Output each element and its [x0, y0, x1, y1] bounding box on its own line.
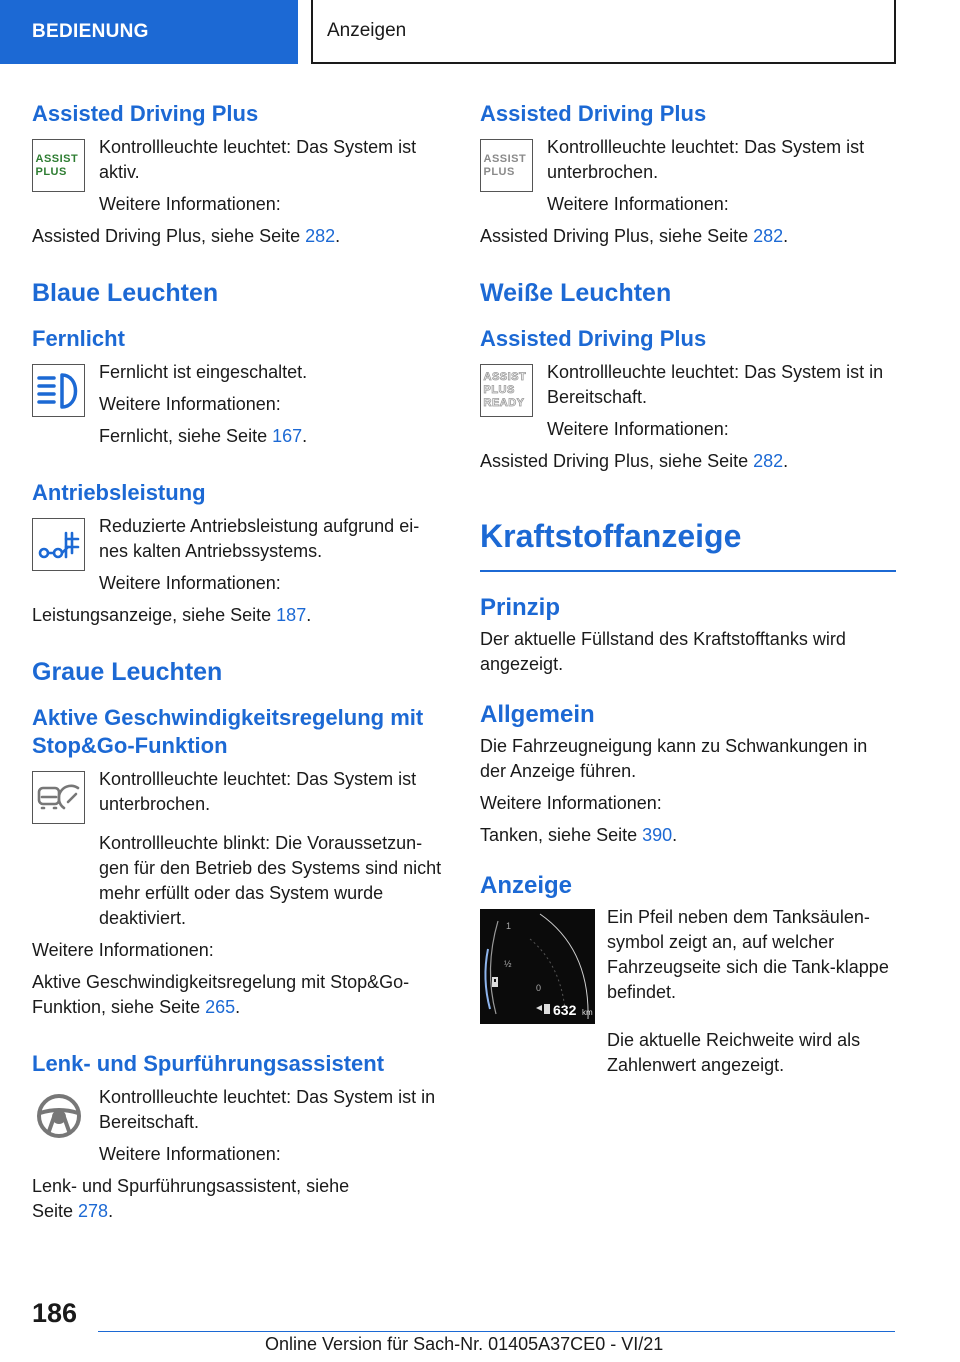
- display-text-1: Ein Pfeil neben dem Tanksäulen-symbol zeigt an, auf welcher Fahrzeugseite sich die Tank-klappe befindet.: [607, 907, 889, 1002]
- display-heading: Anzeige: [480, 872, 573, 899]
- general-text: Die Fahrzeugneigung kann zu Schwankungen in der Anzeige führen.: [480, 736, 868, 781]
- assisted-more-2: Weitere Informationen:: [547, 194, 729, 214]
- right-column: [480, 100, 896, 1078]
- page-link[interactable]: 282: [753, 226, 784, 246]
- left-column: [32, 100, 448, 1224]
- page-link[interactable]: 187: [276, 605, 307, 625]
- assisted-ready-more: Weitere Informationen:: [547, 419, 729, 439]
- page-link[interactable]: 278: [78, 1201, 109, 1221]
- principle-text: Der aktuelle Füllstand des Kraftstofftanks wird angezeigt.: [480, 629, 846, 674]
- high-beam-ref: Fernlicht, siehe Seite 167.: [99, 426, 308, 446]
- gauge-range-value: 632: [553, 1002, 577, 1018]
- assisted-more: Weitere Informationen:: [99, 194, 281, 214]
- page-link[interactable]: 167: [272, 426, 303, 446]
- drivetrain-icon: [32, 518, 85, 571]
- assisted-ready-entry: [480, 360, 896, 442]
- footer-online-version: Online Version für Sach-Nr. 01405A37CE0 - VI/21: [265, 1334, 664, 1354]
- high-beam-icon: [32, 364, 85, 417]
- display-text-2: Die aktuelle Reichweite wird als Zahlenwert angezeigt.: [607, 1030, 861, 1075]
- acc-heading: Aktive Geschwindigkeitsregelung mit Stop&Go-Funktion: [32, 705, 424, 758]
- page-number: 186: [32, 1298, 78, 1328]
- acc-status: Kontrollleuchte leuchtet: Das System ist unterbrochen.: [99, 769, 417, 814]
- assisted-ready-heading: Assisted Driving Plus: [480, 326, 707, 351]
- steer-status: Kontrollleuchte leuchtet: Das System ist in Bereitschaft.: [99, 1087, 436, 1132]
- assist-plus-ready-icon: ASSIST PLUS READY: [480, 364, 533, 417]
- gauge-mark-half: ½: [504, 959, 512, 969]
- steer-more: Weitere Informationen:: [99, 1144, 281, 1164]
- page-link[interactable]: 390: [642, 825, 673, 845]
- assisted-ready-status: Kontrollleuchte leuchtet: Das System ist in Bereitschaft.: [547, 362, 884, 407]
- principle-heading: Prinzip: [480, 594, 561, 621]
- power-more: Weitere Informationen:: [99, 573, 281, 593]
- assisted-ref: Assisted Driving Plus, siehe Seite 282.: [32, 226, 341, 246]
- gauge-mark-full: 1: [506, 921, 512, 931]
- assist-plus-icon: ASSIST PLUS: [32, 139, 85, 192]
- steer-heading: Lenk- und Spurführungsassistent: [32, 1051, 385, 1076]
- assisted-ref-2: Assisted Driving Plus, siehe Seite 282.: [480, 226, 789, 246]
- high-beam-entry: [32, 360, 448, 449]
- display-entry: [480, 905, 896, 1024]
- gauge-range-unit: km: [582, 1008, 593, 1017]
- page-link[interactable]: 282: [753, 451, 784, 471]
- assisted-status-2: Kontrollleuchte leuchtet: Das System ist unterbrochen.: [547, 137, 865, 182]
- assisted-heading: Assisted Driving Plus: [32, 101, 259, 126]
- assist-plus-grey-icon: ASSIST PLUS: [480, 139, 533, 192]
- page-link[interactable]: 265: [205, 997, 236, 1017]
- steer-entry: [32, 1085, 448, 1167]
- assisted-heading-2: Assisted Driving Plus: [480, 101, 707, 126]
- page-header: [311, 0, 896, 64]
- acc-entry: [32, 767, 448, 824]
- footer-rule: [98, 1331, 895, 1332]
- acc-blink: Kontrollleuchte blinkt: Die Voraussetzun-gen für den Betrieb des Systems sind nicht mehr erfüllt oder das System wurde deaktiviert.: [99, 833, 442, 928]
- section-label: BEDIENUNG: [32, 21, 149, 42]
- assisted-entry: [32, 135, 448, 217]
- page-header-title: Anzeigen: [327, 20, 407, 41]
- assisted-status: Kontrollleuchte leuchtet: Das System ist aktiv.: [99, 137, 417, 182]
- steering-wheel-icon: [32, 1089, 85, 1142]
- assisted-entry-2: [480, 135, 896, 217]
- cruise-control-icon: [32, 771, 85, 824]
- power-ref: Leistungsanzeige, siehe Seite 187.: [32, 605, 312, 625]
- high-beam-status: Fernlicht ist eingeschaltet.: [99, 362, 308, 382]
- gauge-mark-empty: 0: [536, 983, 542, 993]
- high-beam-heading: Fernlicht: [32, 326, 125, 351]
- refuel-ref: Tanken, siehe Seite 390.: [480, 825, 678, 845]
- general-heading: Allgemein: [480, 701, 595, 728]
- general-more: Weitere Informationen:: [480, 793, 662, 813]
- fuel-gauge-image: [480, 909, 595, 1024]
- acc-more: Weitere Informationen:: [32, 940, 214, 960]
- assisted-ready-ref: Assisted Driving Plus, siehe Seite 282.: [480, 451, 789, 471]
- power-status: Reduzierte Antriebsleistung aufgrund ei-nes kalten Antriebssystems.: [99, 516, 420, 561]
- white-lights-heading: Weiße Leuchten: [480, 279, 672, 307]
- steer-ref: Lenk- und Spurführungsassistent, siehe Seite 278.: [32, 1176, 350, 1221]
- section-tab: [0, 0, 298, 64]
- page-link[interactable]: 282: [305, 226, 336, 246]
- power-heading: Antriebsleistung: [32, 480, 206, 505]
- acc-ref: Aktive Geschwindigkeitsregelung mit Stop&Go-Funktion, siehe Seite 265.: [32, 972, 410, 1017]
- blue-lights-heading: Blaue Leuchten: [32, 279, 219, 307]
- fuel-gauge-title: Kraftstoffanzeige: [480, 518, 742, 554]
- high-beam-more: Weitere Informationen:: [99, 394, 281, 414]
- grey-lights-heading: Graue Leuchten: [32, 658, 223, 686]
- power-entry: [32, 514, 448, 596]
